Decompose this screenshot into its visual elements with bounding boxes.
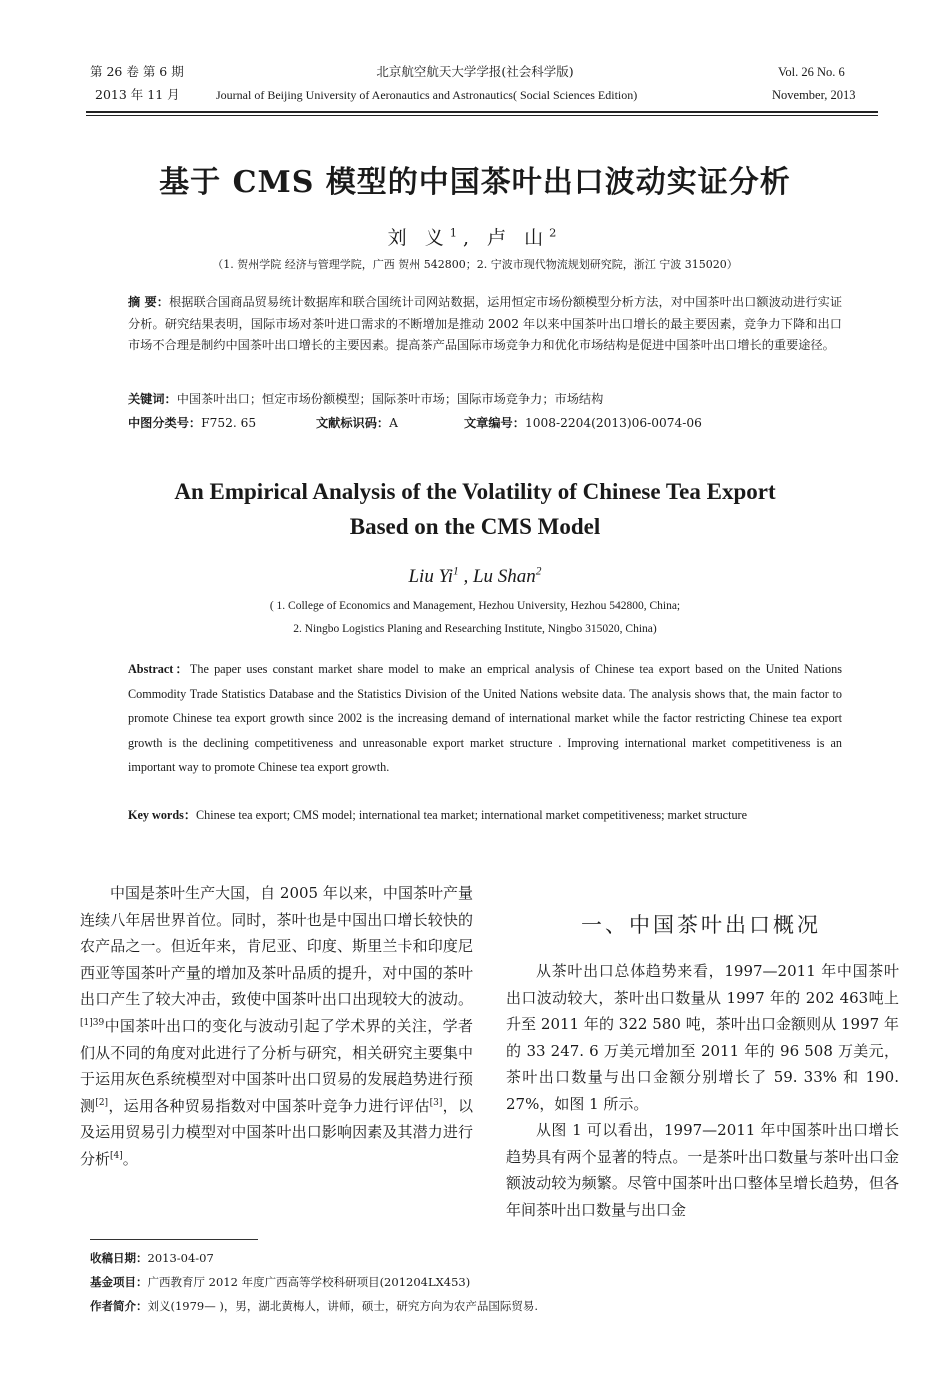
author-1-en-affil-mark: 1 (453, 565, 459, 578)
date-cn: 2013 年 11 月 (95, 87, 180, 102)
paper-title-en (100, 474, 850, 544)
author-2-en-affil-mark: 2 (535, 565, 542, 578)
doc-code-label: 文献标识码： (316, 416, 390, 430)
author-2-en: Lu Shan (472, 566, 536, 587)
citation-1: [1]39 (80, 1017, 105, 1028)
footnote-rule (90, 1239, 258, 1240)
received-label: 收稿日期： (90, 1251, 148, 1265)
journal-name-cn: 北京航空航天大学学报(社会科学版) (376, 64, 574, 79)
keywords-cn-text: 中国茶叶出口；恒定市场份额模型；国际茶叶市场；国际市场竞争力；市场结构 (176, 392, 604, 406)
journal-name-en: Journal of Beijing University of Aeronautics and Astronautics( Social Sciences Edition) (216, 88, 638, 102)
abstract-en-text: The paper uses constant market share model to make an emprical analysis of Chinese tea export based on the United Nations Commodity Trade Statistics Database and the Statistics Division of the United Nations website data. The analysis shows that, the main factor to promote Chinese tea export growth since 2002 is the increasing demand of international market while the factor restricting Chinese tea export growth is the declining competitiveness and unreasonable export market structure . Improving international market competitiveness is an important way to promote Chinese tea export growth. (128, 662, 842, 775)
keywords-en (128, 803, 842, 828)
received-date: 2013-04-07 (147, 1251, 214, 1265)
doc-code-value: A (389, 416, 398, 430)
citation-3: [3] (429, 1097, 443, 1108)
author-en-separator: , (458, 566, 473, 587)
section-1-paragraph-2: 从图 1 可以看出，1997—2011 年中国茶叶出口增长趋势具有两个显著的特点。一是茶叶出口数量与茶叶出口金额波动较为频繁。尽管中国茶叶出口整体呈增长趋势，但各年间茶叶出口数量与出口金 (506, 1121, 899, 1219)
clc-label: 中图分类号： (128, 416, 202, 430)
affiliation-cn: （1. 贺州学院 经济与管理学院，广西 贺州 542800；2. 宁波市现代物流规划研究院，浙江 宁波 315020） (212, 258, 738, 271)
keywords-cn-label: 关键词： (128, 392, 177, 406)
footnote-author-bio (90, 1295, 538, 1318)
abstract-en (128, 657, 842, 780)
affiliation-en-2: 2. Ningbo Logistics Planing and Researching Institute, Ningbo 315020, China) (293, 623, 657, 635)
author-1-cn: 刘 义 (387, 227, 450, 249)
fund-text: 广西教育厅 2012 年度广西高等学校科研项目(201204LX453) (147, 1275, 471, 1289)
author-1-en: Liu Yi (408, 566, 454, 587)
intro-paragraph (80, 880, 473, 1173)
abstract-cn (128, 292, 842, 357)
date-en: November, 2013 (772, 88, 856, 102)
intro-text-5: 。 (122, 1149, 138, 1168)
fund-label: 基金项目： (90, 1275, 148, 1289)
section-1-paragraph-1: 从茶叶出口总体趋势来看，1997—2011 年中国茶叶出口波动较大，茶叶出口数量从 1997 年的 202 463吨上升至 2011 年的 322 580 吨，茶叶出口金额则从 1997 年的 33 247. 6 万美元增加至 2011 年的 96 508 万美元，茶叶出口数量与出口金额分别增长了 59. 33% 和 190. 27%，如图 1 所示。 (506, 962, 899, 1113)
abstract-cn-text: 根据联合国商品贸易统计数据库和联合国统计司网站数据，运用恒定市场份额模型分析方法，对中国茶叶出口额波动进行实证分析。研究结果表明，国际市场对茶叶进口需求的不断增加是推动 2002 年以来中国茶叶出口增长的最主要因素，竞争力下降和出口市场不合理是制约中国茶叶出口增长的主要因素。提高茶产品国际市场竞争力和优化市场结构是促进中国茶叶出口增长的重要途径。 (128, 295, 843, 352)
volume-issue-cn: 第 26 卷 第 6 期 (90, 64, 184, 79)
footnote-fund (90, 1271, 470, 1294)
citation-4: [4] (110, 1150, 123, 1161)
section-heading-1: 一、中国茶叶出口概况 (581, 913, 821, 937)
classification-line (128, 413, 842, 435)
footnote-received (90, 1247, 214, 1270)
author-bio-text: 刘义(1979— )，男，湖北黄梅人，讲师，硕士，研究方向为农产品国际贸易. (147, 1299, 539, 1313)
author-separator: , (462, 227, 488, 249)
volume-issue-en: Vol. 26 No. 6 (778, 65, 845, 79)
author-1-affil-mark: 1 (449, 225, 463, 240)
header-rule-top (86, 111, 878, 113)
authors-en (0, 566, 950, 588)
intro-text-4: ，以及运用贸易引力模型对中国茶叶出口影响因素及其潜力进行分析 (80, 1096, 473, 1168)
abstract-en-label: Abstract： (128, 662, 190, 676)
author-bio-label: 作者简介： (90, 1299, 148, 1313)
keywords-cn (128, 389, 842, 411)
article-no-value: 1008-2204(2013)06-0074-06 (524, 416, 702, 430)
intro-text-3: ，运用各种贸易指数对中国茶叶竞争力进行评估 (108, 1096, 430, 1115)
author-2-cn: 卢 山 (487, 227, 550, 249)
affiliation-en-1: ( 1. College of Economics and Management, Hezhou University, Hezhou 542800, China; (269, 600, 681, 612)
paper-title-en-line-2: Based on the CMS Model (349, 514, 601, 539)
keywords-en-label: Key words： (128, 808, 197, 822)
article-no-label: 文章编号： (464, 416, 525, 430)
paper-title-cn: 基于 CMS 模型的中国茶叶出口波动实证分析 (159, 165, 791, 200)
keywords-en-text: Chinese tea export; CMS model; international tea market; international market competitiveness; market structure (196, 808, 748, 822)
paper-title-en-line-1: An Empirical Analysis of the Volatility of Chinese Tea Export (174, 479, 776, 504)
abstract-cn-label: 摘 要： (128, 295, 170, 309)
intro-text-2: 中国茶叶出口的变化与波动引起了学术界的关注，学者们从不同的角度对此进行了分析与研究，相关研究主要集中于运用灰色系统模型对中国茶叶出口贸易的发展趋势进行预测 (80, 1016, 473, 1115)
header-rule-bottom (86, 115, 878, 116)
clc-value: F752. 65 (201, 416, 257, 430)
citation-2: [2] (95, 1097, 109, 1108)
author-2-affil-mark: 2 (549, 225, 563, 240)
authors-cn (0, 223, 950, 250)
intro-text-1: 中国是茶叶生产大国，自 2005 年以来，中国茶叶产量连续八年居世界首位。同时，茶叶也是中国出口增长较快的农产品之一。但近年来，肯尼亚、印度、斯里兰卡和印度尼西亚等国茶叶产量的增加及茶叶品质的提升，对中国的茶叶出口产生了较大冲击，致使中国茶叶出口出现较大的波动。 (80, 884, 473, 1009)
